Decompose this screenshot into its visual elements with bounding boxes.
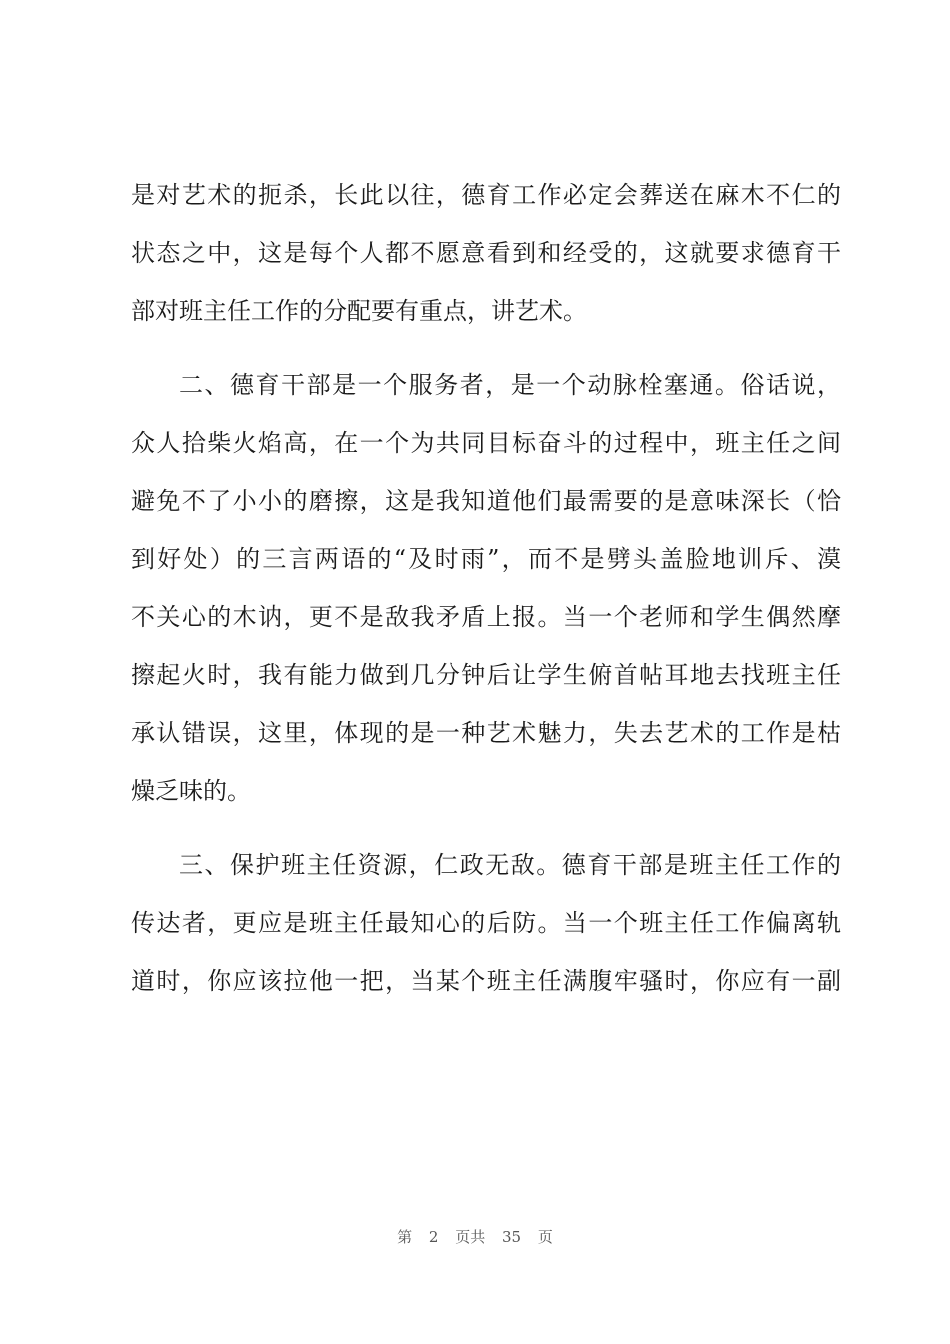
text-line: 承认错误，这里，体现的是一种艺术魅力，失去艺术的工作是枯 (131, 719, 841, 747)
footer-page-number: 2 (428, 1228, 439, 1246)
paragraph-gap (131, 820, 841, 836)
text-line: 不关心的木讷，更不是敌我矛盾上报。当一个老师和学生偶然摩 (131, 603, 841, 631)
paragraph-1 (131, 166, 841, 340)
text-line: 部对班主任工作的分配要有重点，讲艺术。 (131, 297, 587, 325)
text-line: 是对艺术的扼杀，长此以往，德育工作必定会葬送在麻木不仁的 (131, 181, 841, 209)
text-line: 三、保护班主任资源，仁政无敌。德育干部是班主任工作的 (179, 851, 841, 879)
text-line: 避免不了小小的磨擦，这是我知道他们最需要的是意味深长（恰 (131, 487, 841, 515)
page-footer (0, 1226, 950, 1247)
footer-middle: 页共 (455, 1228, 486, 1246)
paragraph-3 (131, 836, 841, 1010)
text-line: 众人拾柴火焰高，在一个为共同目标奋斗的过程中，班主任之间 (131, 429, 841, 457)
text-line: 传达者，更应是班主任最知心的后防。当一个班主任工作偏离轨 (131, 909, 841, 937)
paragraph-2 (131, 356, 841, 820)
paragraph-gap (131, 340, 841, 356)
text-line: 到好处）的三言两语的“及时雨”，而不是劈头盖脸地训斥、漠 (131, 545, 841, 573)
text-line: 二、德育干部是一个服务者，是一个动脉栓塞通。俗话说， (179, 371, 841, 399)
text-line: 燥乏味的。 (131, 777, 251, 805)
text-line: 道时，你应该拉他一把，当某个班主任满腹牢骚时，你应有一副 (131, 967, 841, 995)
footer-prefix: 第 (397, 1228, 413, 1246)
document-body (131, 166, 841, 1010)
text-line: 擦起火时，我有能力做到几分钟后让学生俯首帖耳地去找班主任 (131, 661, 841, 689)
footer-total-pages: 35 (502, 1228, 522, 1246)
footer-suffix: 页 (537, 1228, 553, 1246)
text-line: 状态之中，这是每个人都不愿意看到和经受的，这就要求德育干 (131, 239, 841, 267)
